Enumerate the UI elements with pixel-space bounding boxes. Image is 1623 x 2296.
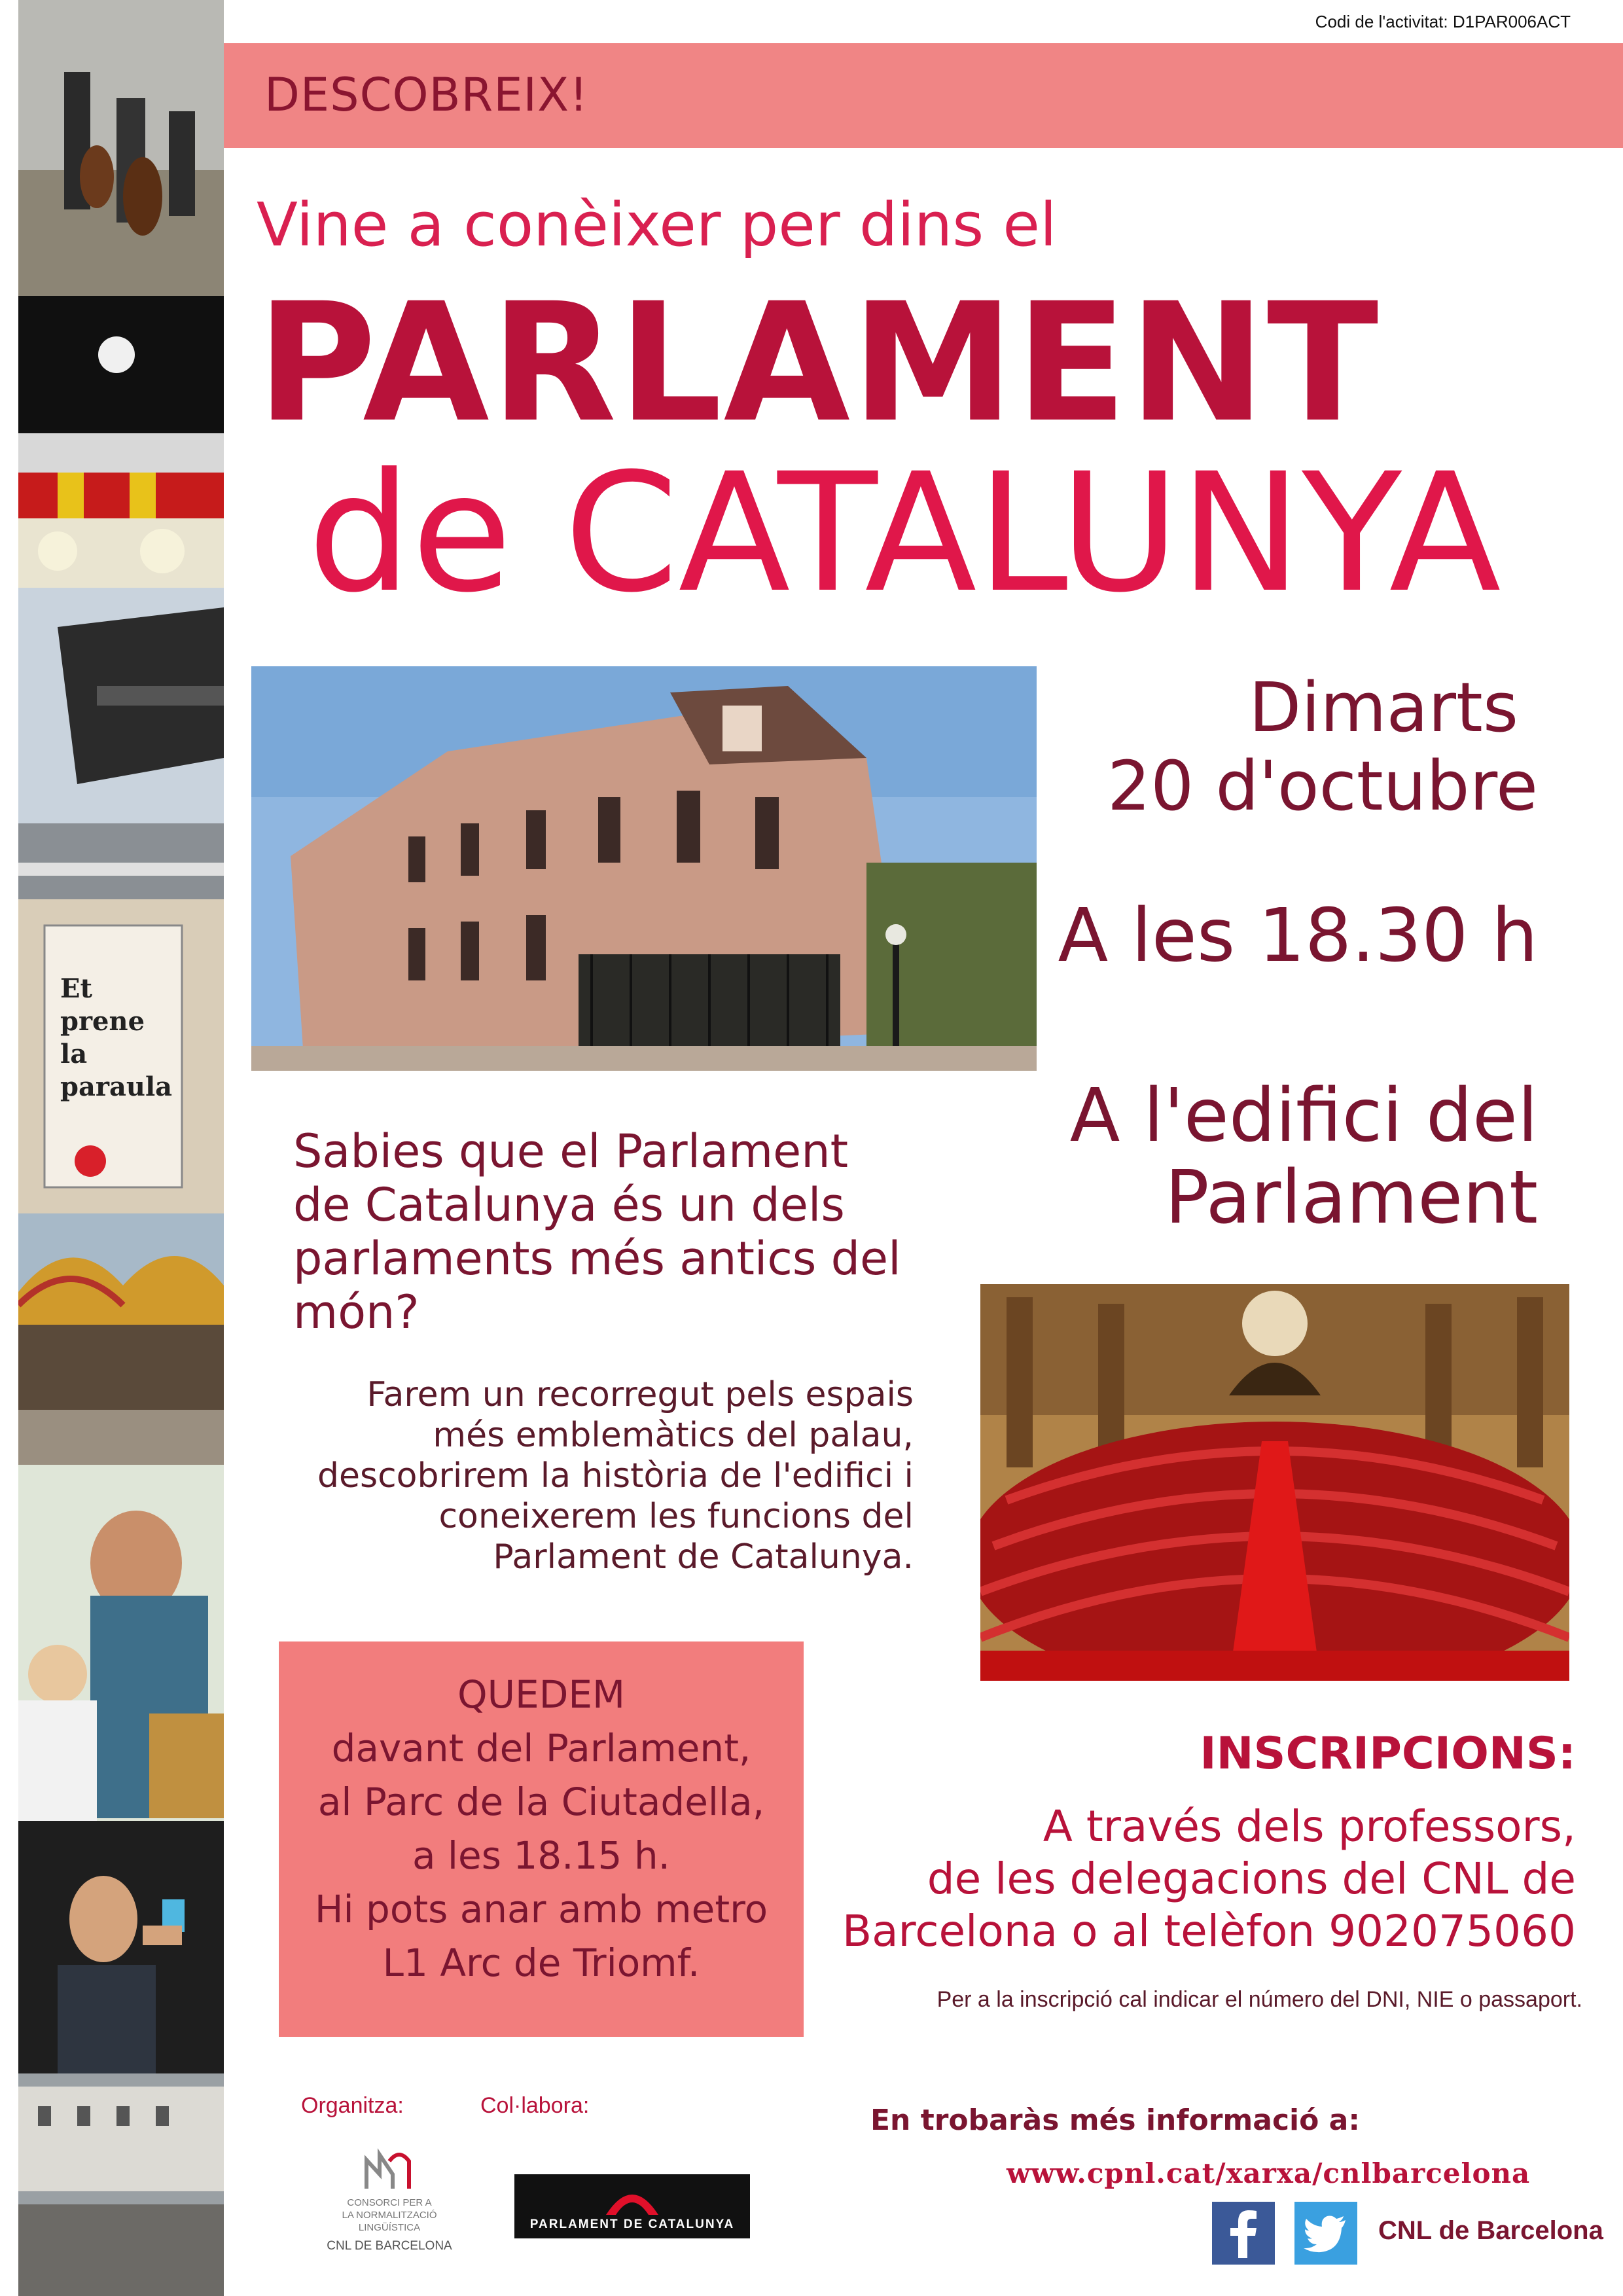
question-line: Sabies que el Parlament bbox=[293, 1124, 849, 1178]
svg-text:la: la bbox=[60, 1039, 88, 1069]
collaborator-label: Col·labora: bbox=[480, 2093, 590, 2118]
parliament-chamber-photo bbox=[980, 1284, 1569, 1681]
description-line: coneixerem les funcions del bbox=[438, 1497, 914, 1536]
facebook-icon[interactable] bbox=[1212, 2202, 1275, 2265]
twitter-icon[interactable] bbox=[1294, 2202, 1357, 2265]
organizer-label: Organitza: bbox=[301, 2093, 404, 2118]
event-day: Dimarts bbox=[1249, 668, 1518, 747]
exhibition-photo bbox=[18, 899, 224, 1213]
flowers-photo bbox=[18, 296, 224, 588]
description-line: més emblemàtics del palau, bbox=[433, 1416, 914, 1455]
meeting-point-box bbox=[279, 1641, 804, 2037]
parliament-building-photo bbox=[251, 666, 1037, 1071]
sub-title: de CATALUNYA bbox=[308, 438, 1501, 628]
banner-text: DESCOBREIX! bbox=[264, 68, 589, 122]
photo-strip bbox=[18, 0, 224, 2296]
meeting-line: Hi pots anar amb metro bbox=[314, 1887, 768, 1931]
event-date: 20 d'octubre bbox=[1107, 746, 1538, 826]
discover-banner bbox=[224, 43, 1623, 148]
cpnl-logo-line: LINGÜÍSTICA bbox=[358, 2222, 421, 2233]
cpnl-logo bbox=[308, 2148, 471, 2279]
courtyard-photo bbox=[18, 2073, 224, 2296]
question-line: món? bbox=[293, 1285, 419, 1339]
registration-title: INSCRIPCIONS: bbox=[1200, 1728, 1576, 1780]
parlament-logo-text: PARLAMENT DE CATALUNYA bbox=[529, 2217, 735, 2231]
description-line: Parlament de Catalunya. bbox=[493, 1537, 914, 1577]
registration-line: Barcelona o al telèfon 902075060 bbox=[842, 1906, 1576, 1956]
parlament-logo bbox=[514, 2174, 750, 2238]
cpnl-logo-name: CNL DE BARCELONA bbox=[327, 2239, 452, 2253]
event-venue-line2: Parlament bbox=[1165, 1155, 1538, 1240]
registration-line: de les delegacions del CNL de bbox=[927, 1854, 1576, 1904]
description-line: Farem un recorregut pels espais bbox=[366, 1375, 914, 1414]
website-link[interactable]: www.cpnl.cat/xarxa/cnlbarcelona bbox=[1007, 2157, 1531, 2189]
svg-text:paraula: paraula bbox=[60, 1071, 173, 1102]
activity-code: Codi de l'activitat: D1PAR006ACT bbox=[1315, 12, 1571, 31]
social-account-label: CNL de Barcelona bbox=[1378, 2216, 1603, 2245]
registration-note: Per a la inscripció cal indicar el número del DNI, NIE o passaport. bbox=[936, 1987, 1582, 2012]
svg-text:Et: Et bbox=[60, 973, 92, 1004]
cpnl-logo-line: LA NORMALITZACIÓ bbox=[342, 2210, 437, 2221]
meeting-line: davant del Parlament, bbox=[331, 1726, 751, 1770]
event-time: A les 18.30 h bbox=[1058, 893, 1538, 978]
more-info-label: En trobaràs més informació a: bbox=[870, 2104, 1360, 2137]
cpnl-logo-line: CONSORCI PER A bbox=[347, 2197, 432, 2208]
description-text bbox=[288, 1374, 914, 1577]
speaker-photo bbox=[18, 1821, 224, 2073]
giants-festival-photo bbox=[18, 1465, 224, 1821]
intro-subtitle: Vine a conèixer per dins el bbox=[257, 190, 1057, 260]
question-line: parlaments més antics del bbox=[293, 1232, 901, 1285]
cpnl-logo-mark bbox=[353, 2148, 425, 2194]
description-line: descobrirem la història de l'edifici i bbox=[317, 1456, 914, 1496]
modern-building-photo bbox=[18, 588, 224, 899]
main-title: PARLAMENT bbox=[257, 268, 1380, 458]
meeting-line: a les 18.15 h. bbox=[412, 1833, 671, 1878]
meeting-line: al Parc de la Ciutadella, bbox=[317, 1780, 765, 1824]
market-roof-photo bbox=[18, 1213, 224, 1465]
meeting-line: QUEDEM bbox=[457, 1672, 626, 1717]
registration-line: A través dels professors, bbox=[1043, 1801, 1576, 1852]
parlament-arch-icon bbox=[514, 2177, 750, 2216]
musicians-photo bbox=[18, 0, 224, 296]
event-venue-line1: A l'edifici del bbox=[1069, 1073, 1538, 1158]
question-text bbox=[293, 1124, 921, 1339]
meeting-line: L1 Arc de Triomf. bbox=[382, 1941, 700, 1985]
svg-text:prene: prene bbox=[60, 1006, 145, 1037]
question-line: de Catalunya és un dels bbox=[293, 1178, 845, 1232]
